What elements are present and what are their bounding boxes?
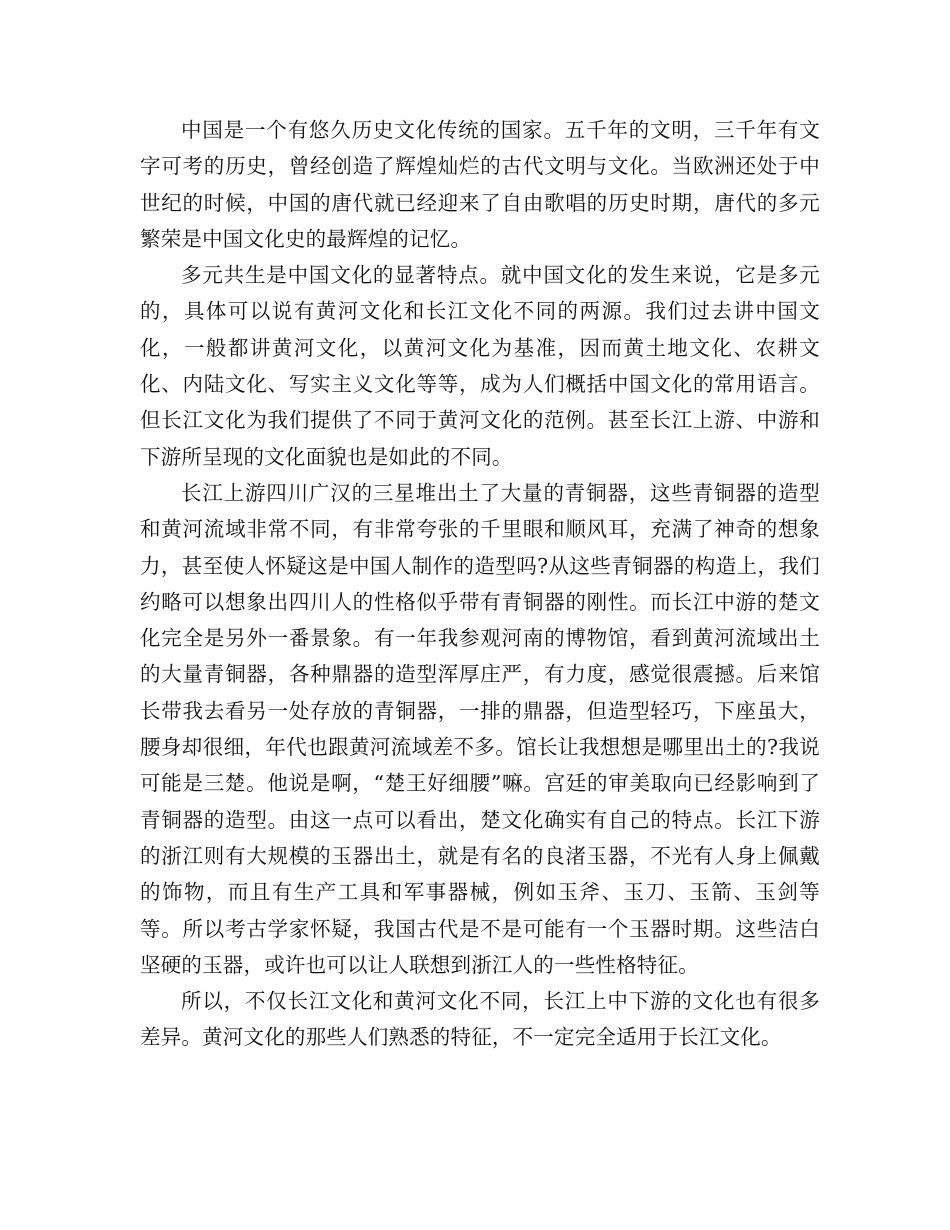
paragraph-2: 多元共生是中国文化的显著特点。就中国文化的发生来说，它是多元的，具体可以说有黄河文化和长江文化不同的两源。我们过去讲中国文化，一般都讲黄河文化，以黄河文化为基准，因而黄土地文化、农耕文化、内陆文化、写实主义文化等等，成为人们概括中国文化的常用语言。但长江文化为我们提供了不同于黄河文化的范例。甚至长江上游、中游和下游所呈现的文化面貌也是如此的不同。: [140, 263, 820, 469]
paragraph-1: 中国是一个有悠久历史文化传统的国家。五千年的文明，三千年有文字可考的历史，曾经创造了辉煌灿烂的古代文明与文化。当欧洲还处于中世纪的时候，中国的唐代就已经迎来了自由歌唱的历史时期，唐代的多元繁荣是中国文化史的最辉煌的记忆。: [140, 118, 820, 251]
paragraph-3: 长江上游四川广汉的三星堆出土了大量的青铜器，这些青铜器的造型和黄河流域非常不同，有非常夸张的千里眼和顺风耳，充满了神奇的想象力，甚至使人怀疑这是中国人制作的造型吗?从这些青铜器的构造上，我们约略可以想象出四川人的性格似乎带有青铜器的刚性。而长江中游的楚文化完全是另外一番景象。有一年我参观河南的博物馆，看到黄河流域出土的大量青铜器，各种鼎器的造型浑厚庄严，有力度，感觉很震撼。后来馆长带我去看另一处存放的青铜器，一排的鼎器，但造型轻巧，下座虽大，腰身却很细，年代也跟黄河流域差不多。馆长让我想想是哪里出土的?我说可能是三楚。他说是啊，“楚王好细腰”嘛。宫廷的审美取向已经影响到了青铜器的造型。由这一点可以看出，楚文化确实有自己的特点。长江下游的浙江则有大规模的玉器出土，就是有名的良渚玉器，不光有人身上佩戴的饰物，而且有生产工具和军事器械，例如玉斧、玉刀、玉箭、玉剑等等。所以考古学家怀疑，我国古代是不是可能有一个玉器时期。这些洁白坚硬的玉器，或许也可以让人联想到浙江人的一些性格特征。: [140, 480, 820, 977]
paragraph-4: 所以，不仅长江文化和黄河文化不同，长江上中下游的文化也有很多差异。黄河文化的那些人们熟悉的特征，不一定完全适用于长江文化。: [140, 989, 820, 1050]
document-body: [140, 112, 820, 1056]
